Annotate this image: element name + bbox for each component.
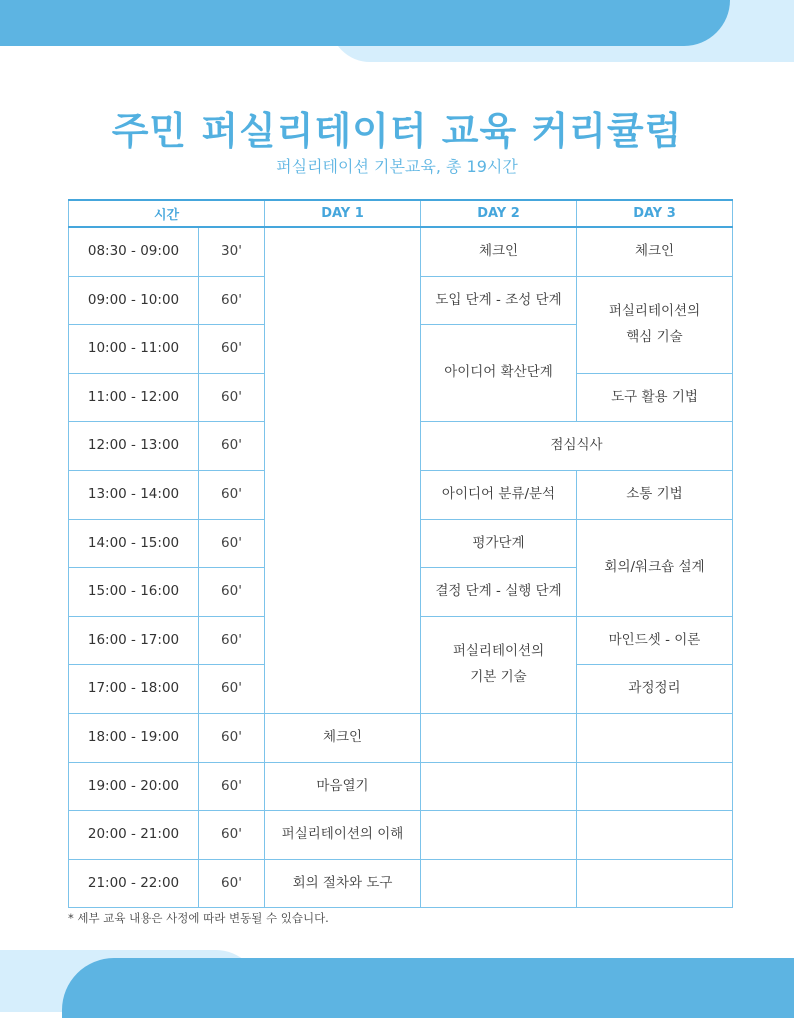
day2-classification: 아이디어 분류/분석	[421, 470, 577, 519]
duration-cell: 60'	[199, 762, 265, 811]
table-row	[69, 762, 733, 811]
day2-empty-cell	[421, 859, 577, 908]
duration-cell: 60'	[199, 811, 265, 860]
duration-cell: 60'	[199, 665, 265, 714]
day2-basic-skills	[421, 616, 577, 713]
header-day3: DAY 3	[577, 200, 733, 227]
duration-cell: 60'	[199, 470, 265, 519]
day3-communication: 소통 기법	[577, 470, 733, 519]
time-cell: 21:00 - 22:00	[69, 859, 199, 908]
header-day2: DAY 2	[421, 200, 577, 227]
page-title: 주민 퍼실리테이터 교육 커리큘럼	[111, 109, 683, 153]
day3-core-skills-line2: 핵심 기술	[626, 328, 683, 345]
time-cell: 17:00 - 18:00	[69, 665, 199, 714]
table-row	[69, 713, 733, 762]
day2-evaluation: 평가단계	[421, 519, 577, 568]
duration-cell: 30'	[199, 227, 265, 276]
lunch-cell: 점심식사	[421, 422, 733, 471]
duration-cell: 60'	[199, 568, 265, 617]
time-cell: 13:00 - 14:00	[69, 470, 199, 519]
day2-basic-skills-line2: 기본 기술	[470, 668, 527, 685]
time-cell: 18:00 - 19:00	[69, 713, 199, 762]
time-cell: 16:00 - 17:00	[69, 616, 199, 665]
day1-opening: 마음열기	[265, 762, 421, 811]
header-day1: DAY 1	[265, 200, 421, 227]
day3-tools: 도구 활용 기법	[577, 373, 733, 422]
day1-procedures: 회의 절차와 도구	[265, 859, 421, 908]
time-cell: 15:00 - 16:00	[69, 568, 199, 617]
bottom-decoration-bar	[62, 958, 794, 1018]
day1-understanding: 퍼실리테이션의 이해	[265, 811, 421, 860]
time-cell: 14:00 - 15:00	[69, 519, 199, 568]
header-time: 시간	[69, 200, 265, 227]
day2-checkin: 체크인	[421, 227, 577, 276]
day1-checkin: 체크인	[265, 713, 421, 762]
day2-divergence: 아이디어 확산단계	[421, 325, 577, 422]
day3-empty-cell	[577, 762, 733, 811]
day3-core-skills-line1: 퍼실리테이션의	[608, 303, 701, 320]
time-cell: 08:30 - 09:00	[69, 227, 199, 276]
duration-cell: 60'	[199, 859, 265, 908]
top-decoration-bar	[0, 0, 730, 46]
time-cell: 10:00 - 11:00	[69, 325, 199, 374]
time-cell: 11:00 - 12:00	[69, 373, 199, 422]
table-row	[69, 859, 733, 908]
day3-empty-cell	[577, 713, 733, 762]
day1-empty-block	[265, 227, 421, 713]
duration-cell: 60'	[199, 325, 265, 374]
day2-empty-cell	[421, 713, 577, 762]
day2-empty-cell	[421, 762, 577, 811]
day2-decision: 결정 단계 - 실행 단계	[421, 568, 577, 617]
header-row	[69, 200, 733, 227]
time-cell: 20:00 - 21:00	[69, 811, 199, 860]
table-row	[69, 227, 733, 276]
curriculum-table	[68, 199, 733, 908]
day3-wrapup: 과정정리	[577, 665, 733, 714]
day3-empty-cell	[577, 811, 733, 860]
duration-cell: 60'	[199, 519, 265, 568]
duration-cell: 60'	[199, 616, 265, 665]
time-cell: 19:00 - 20:00	[69, 762, 199, 811]
day2-empty-cell	[421, 811, 577, 860]
day2-intro: 도입 단계 - 조성 단계	[421, 276, 577, 325]
day3-mindset: 마인드셋 - 이론	[577, 616, 733, 665]
page-subtitle: 퍼실리테이션 기본교육, 총 19시간	[276, 157, 518, 176]
time-cell: 12:00 - 13:00	[69, 422, 199, 471]
day3-empty-cell	[577, 859, 733, 908]
time-cell: 09:00 - 10:00	[69, 276, 199, 325]
duration-cell: 60'	[199, 276, 265, 325]
duration-cell: 60'	[199, 373, 265, 422]
day3-core-skills	[577, 276, 733, 373]
table-row	[69, 811, 733, 860]
duration-cell: 60'	[199, 422, 265, 471]
day2-basic-skills-line1: 퍼실리테이션의	[452, 643, 545, 660]
footnote: * 세부 교육 내용은 사정에 따라 변동될 수 있습니다.	[68, 911, 329, 925]
duration-cell: 60'	[199, 713, 265, 762]
day3-checkin: 체크인	[577, 227, 733, 276]
day3-workshop: 회의/워크숍 설계	[577, 519, 733, 616]
